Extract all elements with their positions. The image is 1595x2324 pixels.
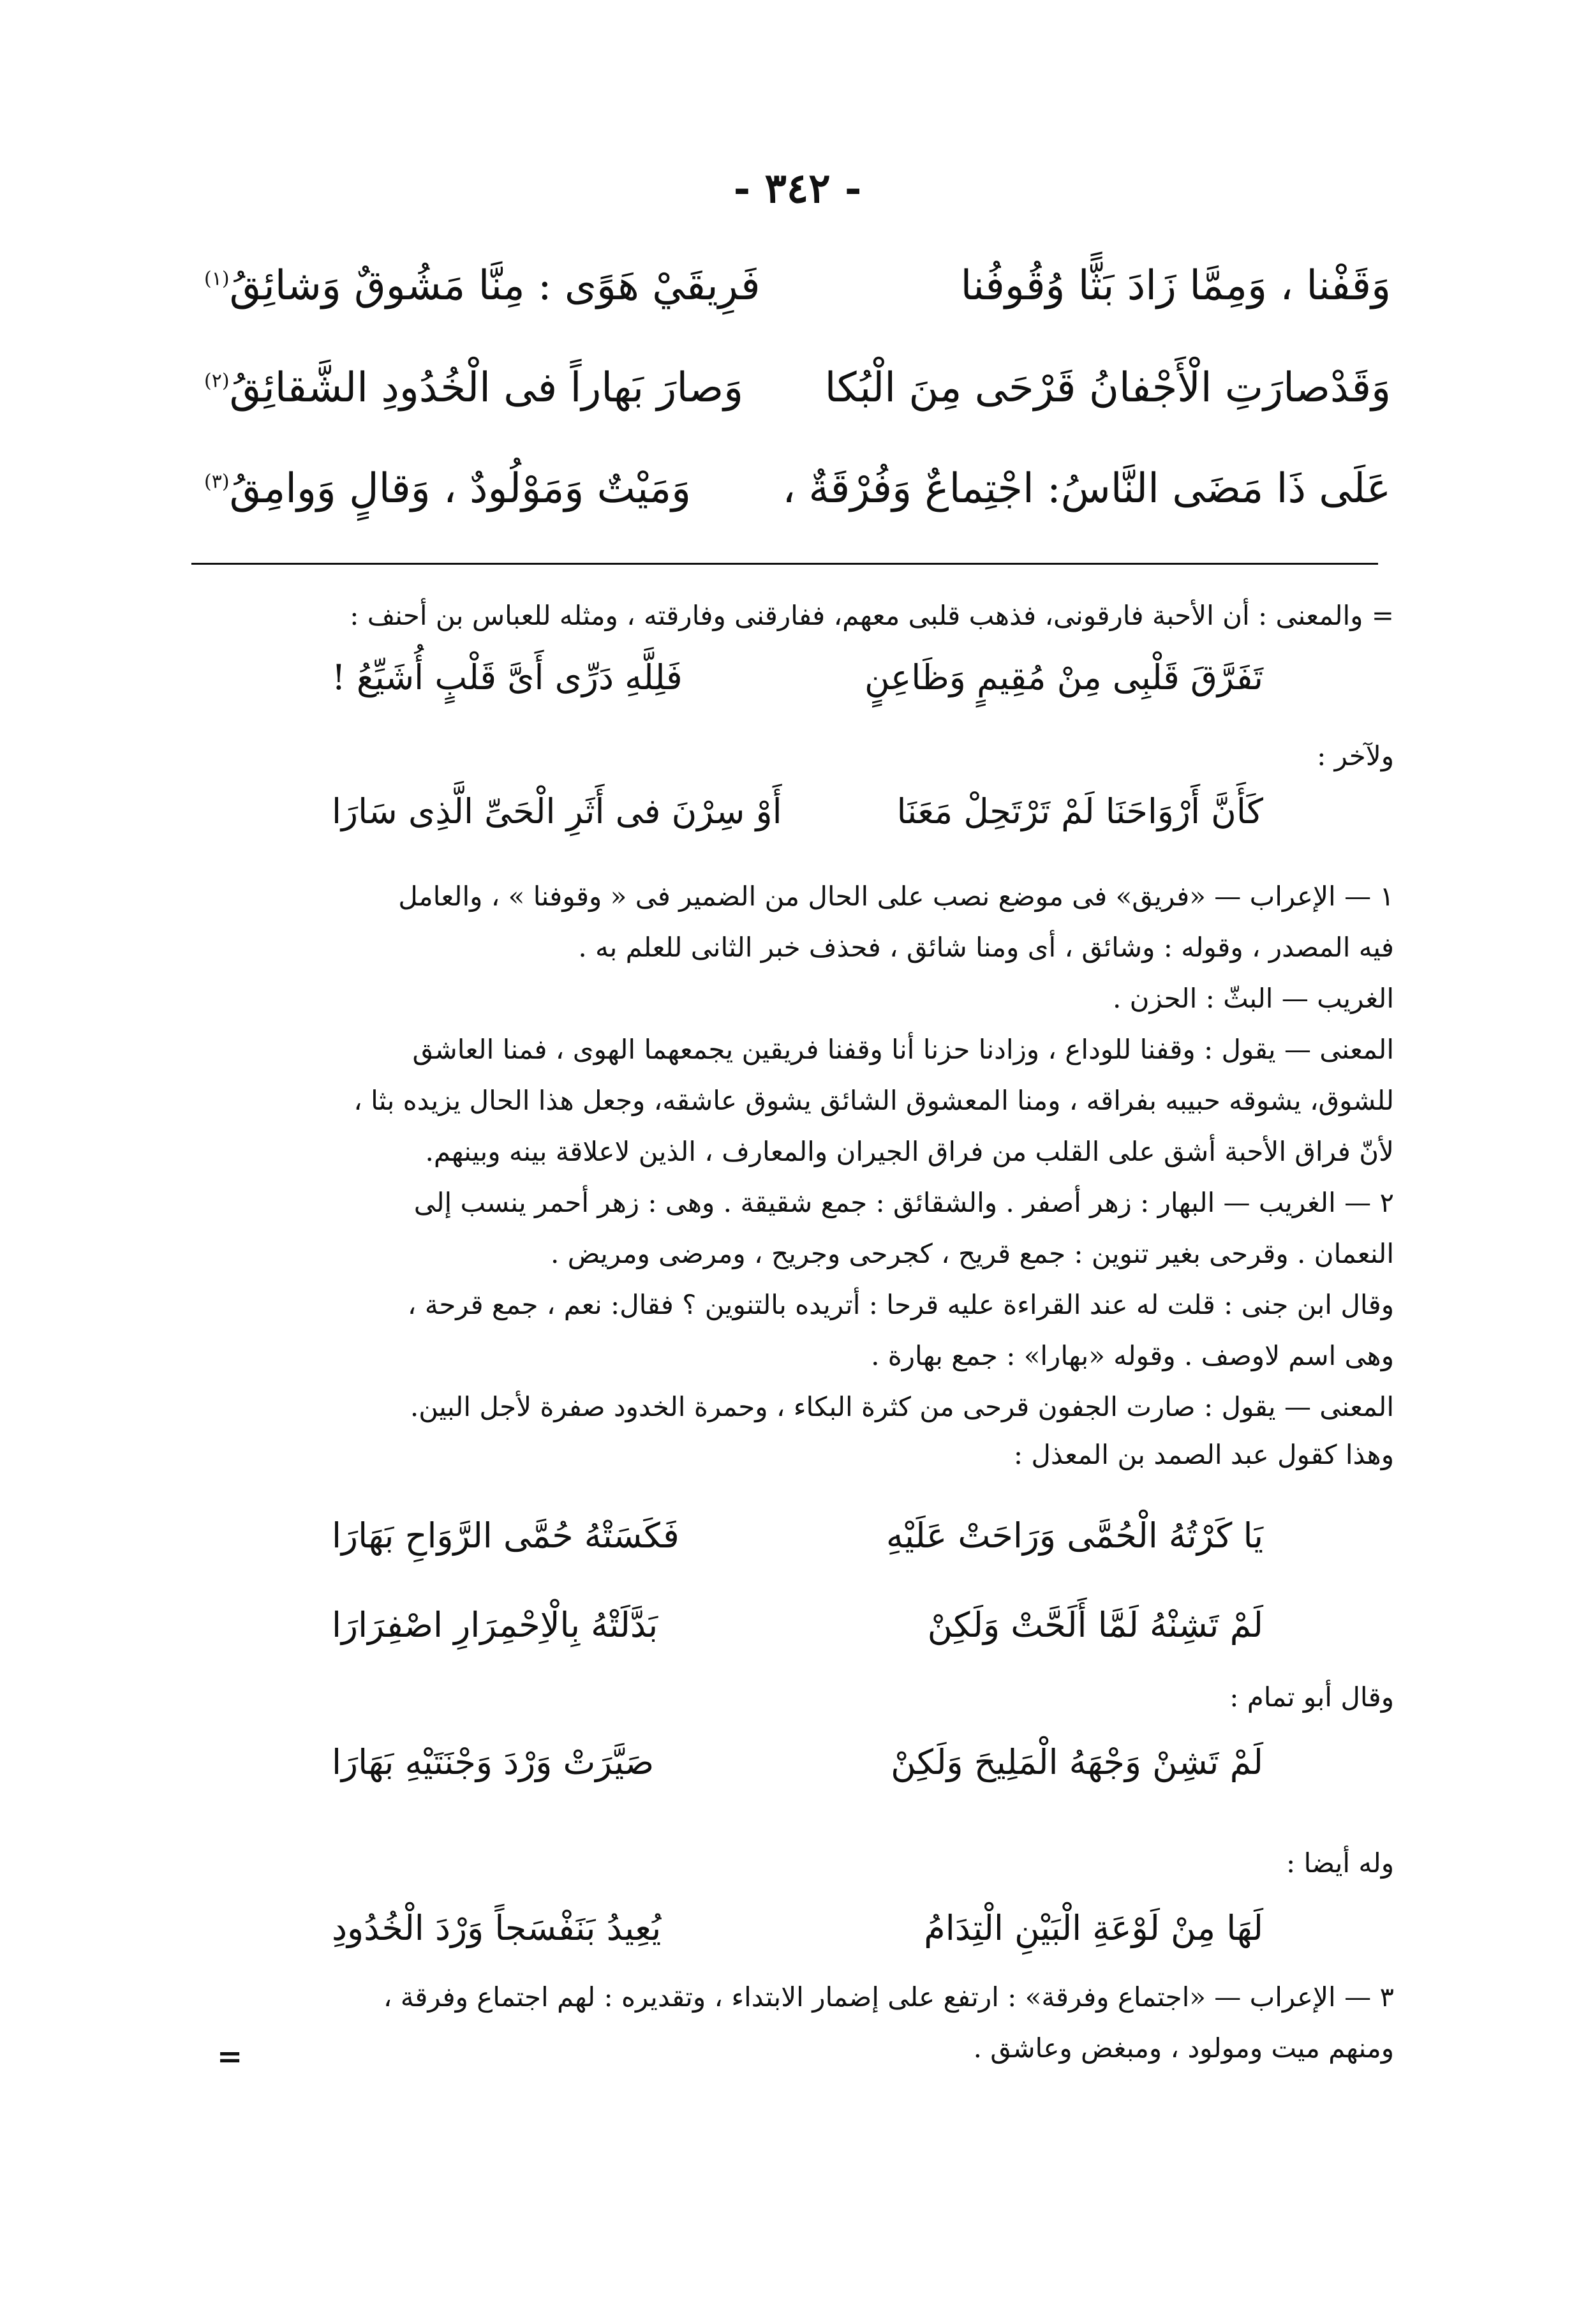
- note-3-grammar-line-2: ومنهم ميت ومولود ، ومبغض وعاشق .: [973, 2032, 1394, 2064]
- verse-3-second-hemistich: [204, 465, 691, 514]
- verse-2-second-hemistich: [204, 364, 743, 413]
- note-1-meaning-line-2: للشوق، يشوقه حبيبه بفراقه ، ومنا المعشوق الشائق يشوق عاشقه، وجعل هذا الحال يزيده بثا ،: [353, 1085, 1394, 1116]
- note-3-grammar-line-1: ٣ — الإعراب — «اجتماع وفرقة» : ارتفع على إضمار الابتداء ، وتقديره : لهم اجتماع وفرقة ،: [383, 1981, 1394, 2013]
- note-1-meaning-line-1: المعنى — يقول : وقفنا للوداع ، وزادنا حزنا أنا وقفنا فريقين يجمعهما الهوى ، فمنا العاشق: [412, 1034, 1394, 1065]
- quoted-verse-abbas: [332, 657, 1263, 699]
- note-2-ibn-jinni-line-2: وهى اسم لاوصف . وقوله «بهارا» : جمع بهارة .: [871, 1340, 1394, 1371]
- verse-2-first-hemistich: وَقَدْصارَتِ الْأَجْفانُ قَرْحَى مِنَ الْبُكا: [824, 364, 1391, 412]
- footnote-continued-intro: = والمعنى : أن الأحبة فارقونى، فذهب قلبى معهم، ففارقنى وفارقته ، ومثله للعباس بن أحنف :: [350, 600, 1394, 631]
- quoted-verse-abbas-first: تَفَرَّقَ قَلْبِى مِنْ مُقِيمٍ وَظَاعِنٍ: [864, 657, 1263, 697]
- verse-1: [204, 262, 1391, 311]
- quoted-verse-another: [332, 791, 1263, 833]
- page-number: - ٣٤٢ -: [733, 165, 862, 212]
- verse-1-first-hemistich: وَقَفْنا ، وَمِمَّا زَادَ بَثًّا وُقُوفُنا: [960, 262, 1391, 309]
- quoted-verse-muadhdhal-1: [332, 1516, 1263, 1557]
- note-2-ibn-jinni-line-1: وقال ابن جنى : قلت له عند القراءة عليه قرحا : أتريده بالتنوين ؟ فقال: نعم ، جمع قرحة ،: [407, 1289, 1394, 1320]
- verse-2-second-text: وَصارَ بَهاراً فى الْخُدُودِ الشَّقائِقُ: [229, 364, 744, 412]
- footnote-another-poet: ولآخر :: [1317, 740, 1394, 771]
- quoted-verse-abu-tammam-1-second: صَيَّرَتْ وَرْدَ وَجْنَتَيْهِ بَهَارَا: [332, 1742, 655, 1782]
- quoted-verse-abbas-second: فَلِلَّهِ دَرِّى أَىَّ قَلْبٍ أُشَيِّعُ !: [332, 657, 683, 697]
- quoted-verse-muadhdhal-2-first: لَمْ تَشِنْهُ لَمَّا أَلَحَّتْ وَلَكِنْ: [927, 1605, 1263, 1645]
- quoted-verse-abu-tammam-2: [332, 1908, 1263, 1949]
- continuation-mark: =: [217, 2039, 243, 2074]
- footnote-divider: [191, 563, 1378, 565]
- note-2-abu-tammam: وقال أبو تمام :: [1229, 1681, 1394, 1713]
- quoted-verse-muadhdhal-1-second: فَكَسَتْهُ حُمَّى الرَّوَاحِ بَهَارَا: [332, 1516, 679, 1556]
- quoted-verse-muadhdhal-2-second: بَدَّلَتْهُ بِالْاِحْمِرَارِ اصْفِرَارَا: [332, 1605, 658, 1645]
- quoted-verse-abu-tammam-2-second: يُعِيدُ بَنَفْسَجاً وَرْدَ الْخُدُودِ: [332, 1908, 662, 1948]
- note-2-meaning-line-1: المعنى — يقول : صارت الجفون قرحى من كثرة البكاء ، وحمرة الخدود صفرة لأجل البين.: [410, 1391, 1394, 1422]
- verse-3-second-text: وَمَيْتٌ وَمَوْلُودٌ ، وَقالٍ وَوامِقُ: [229, 465, 691, 512]
- note-1-meaning-line-3: لأنّ فراق الأحبة أشق على القلب من فراق الجيران والمعارف ، الذين لاعلاقة بينه وبينهم.: [425, 1136, 1394, 1167]
- note-1-grammar-line-1: ١ — الإعراب — «فريق» فى موضع نصب على الحال من الضمير فى « وقوفنا » ، والعامل: [398, 881, 1394, 912]
- verse-3: [204, 465, 1391, 514]
- quoted-verse-abu-tammam-1: [332, 1742, 1263, 1784]
- note-2-meaning-line-2: وهذا كقول عبد الصمد بن المعذل :: [1013, 1439, 1394, 1470]
- verse-1-second-text: فَرِيقَيْ هَوًى : مِنَّا مَشُوقٌ وَشائِقُ: [229, 262, 760, 309]
- verse-3-first-hemistich: عَلَى ذَا مَضَى النَّاسُ: اجْتِماعٌ وَفُرْقَةٌ ،: [782, 465, 1391, 512]
- quoted-verse-another-first: كَأَنَّ أَرْوَاحَنَا لَمْ تَرْتَحِلْ مَعَنَا: [896, 791, 1263, 831]
- note-2-vocabulary-line-2: النعمان . وقرحى بغير تنوين : جمع قريح ، كجرحى وجريح ، ومرضى ومريض .: [550, 1238, 1394, 1269]
- verse-2: [204, 364, 1391, 413]
- footnote-ref-1: (١): [204, 267, 230, 290]
- quoted-verse-abu-tammam-1-first: لَمْ تَشِنْ وَجْهَهُ الْمَلِيحَ وَلَكِنْ: [891, 1742, 1263, 1782]
- footnote-ref-3: (٣): [204, 470, 230, 493]
- note-1-vocabulary: الغريب — البثّ : الحزن .: [1112, 983, 1394, 1014]
- note-2-vocabulary-line-1: ٢ — الغريب — البهار : زهر أصفر . والشقائق : جمع شقيقة . وهى : زهر أحمر ينسب إلى: [413, 1187, 1394, 1218]
- note-1-grammar-line-2: فيه المصدر ، وقوله : وشائق ، أى ومنا شائق ، فحذف خبر الثانى للعلم به .: [578, 932, 1394, 963]
- quoted-verse-muadhdhal-1-first: يَا كَرْتُهُ الْحُمَّى وَرَاحَتْ عَلَيْهِ: [886, 1516, 1263, 1556]
- quoted-verse-muadhdhal-2: [332, 1605, 1263, 1646]
- note-2-also: وله أيضا :: [1286, 1847, 1394, 1879]
- quoted-verse-abu-tammam-2-first: لَهَا مِنْ لَوْعَةِ الْبَيْنِ الْتِدَامُ: [924, 1908, 1263, 1948]
- verse-1-second-hemistich: [204, 262, 760, 311]
- footnote-ref-2: (٢): [204, 369, 230, 392]
- quoted-verse-another-second: أَوْ سِرْنَ فى أَثَرِ الْحَىِّ الَّذِى سَارَا: [332, 791, 782, 831]
